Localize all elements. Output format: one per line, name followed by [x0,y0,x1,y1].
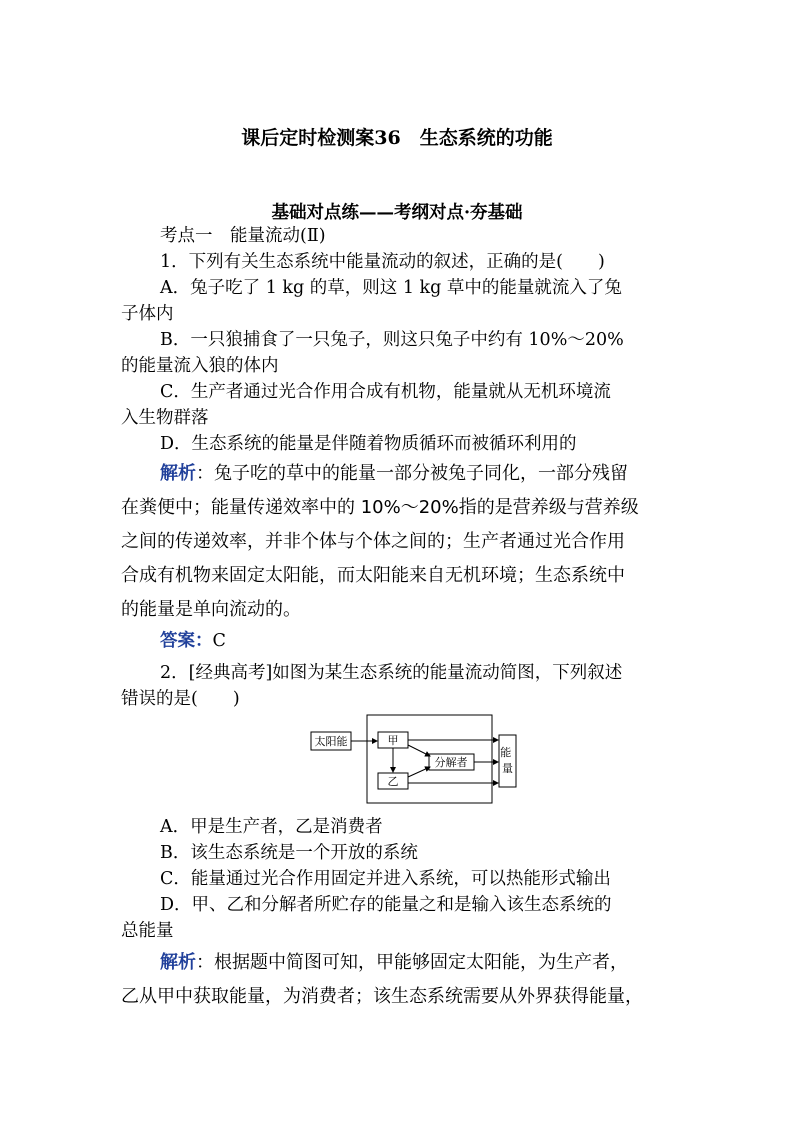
q1-option-d: D．生态系统的能量是伴随着物质循环而被循环利用的 [160,434,577,454]
q1-option-c-line1: C．生产者通过光合作用合成有机物，能量就从无机环境流 [160,382,611,402]
q1-analysis-label: 解析 [160,463,196,484]
q2-analysis-label: 解析 [160,952,196,973]
q1-option-a-line2: 子体内 [121,304,174,324]
q1-answer-value: C [212,631,226,651]
q2-analysis-text1: ：根据题中简图可知，甲能够固定太阳能，为生产者， [196,952,628,973]
q2-option-d-line2: 总能量 [121,921,174,941]
q1-analysis-line4: 合成有机物来固定太阳能，而太阳能来自无机环境；生态系统中 [121,565,625,586]
q2-option-d-line1: D．甲、乙和分解者所贮存的能量之和是输入该生态系统的 [160,895,612,915]
jia-label: 甲 [387,734,399,747]
energy-char1: 能 [500,746,512,759]
q2-option-c: C．能量通过光合作用固定并进入系统，可以热能形式输出 [160,869,611,889]
q1-answer-label: 答案： [160,631,213,651]
q2-option-a: A．甲是生产者，乙是消费者 [160,817,383,837]
q1-option-b-line1: B．一只狼捕食了一只兔子，则这只兔子中约有 10%～20% [160,330,624,350]
topic-heading: 考点一 能量流动(Ⅱ) [160,226,326,246]
q2-stem-line2: 错误的是( ) [121,689,240,709]
q1-option-a-line1: A．兔子吃了 1 kg 的草，则这 1 kg 草中的能量就流入了兔 [160,278,622,298]
q1-analysis-line5: 的能量是单向流动的。 [121,599,301,620]
q2-analysis-line2: 乙从甲中获取能量，为消费者；该生态系统需要从外界获得能量， [121,986,643,1007]
q1-stem: 1．下列有关生态系统中能量流动的叙述，正确的是( ) [160,252,605,272]
sun-label: 太阳能 [314,735,348,748]
q1-option-c-line2: 入生物群落 [121,408,209,428]
q1-analysis-line3: 之间的传递效率，并非个体与个体之间的；生产者通过光合作用 [121,531,625,552]
yi-label: 乙 [387,775,399,788]
q1-analysis-text1: ：兔子吃的草中的能量一部分被兔子同化，一部分残留 [196,463,628,484]
q2-stem-line1: 2．[经典高考]如图为某生态系统的能量流动简图，下列叙述 [160,663,623,683]
q2-option-b: B．该生态系统是一个开放的系统 [160,843,418,863]
q1-analysis-line1 [160,462,628,486]
section-subtitle: 基础对点练——考纲对点·夯基础 [271,203,523,223]
q1-analysis-line2: 在粪便中；能量传递效率中的 10%～20%指的是营养级与营养级 [121,497,639,518]
q1-option-b-line2: 的能量流入狼的体内 [121,356,279,376]
page-title: 课后定时检测案36 生态系统的功能 [241,127,553,149]
energy-flow-diagram [300,710,530,810]
energy-box [499,735,516,787]
arrow-jia-to-decomposer [408,745,430,756]
energy-char2: 量 [502,762,513,775]
arrow-yi-to-decomposer [408,767,430,777]
decomposer-label: 分解者 [434,756,468,769]
q1-answer [160,629,226,653]
q2-analysis-line1 [160,951,628,975]
